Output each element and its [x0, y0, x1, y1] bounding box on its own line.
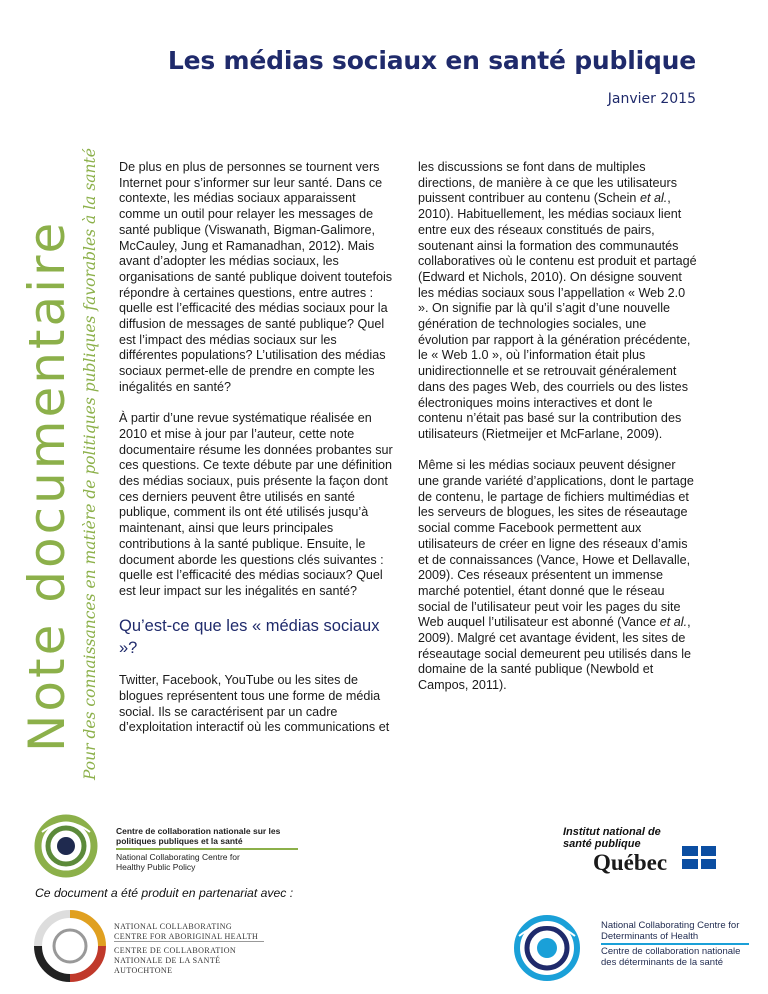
inspq-quebec-wordmark: Québec	[593, 850, 668, 875]
nccdh-name-fr: Centre de collaboration nationale des déterminants de la santé	[601, 946, 741, 968]
sidebar-tagline: Pour des connaissances en matière de politiques publiques favorables à la santé	[81, 148, 99, 780]
nccah-medicine-wheel-icon	[30, 906, 110, 986]
text-column-right	[418, 160, 698, 710]
nccdh-emblem-icon	[505, 906, 595, 986]
nccdh-divider	[601, 943, 749, 945]
nccah-name-en: NATIONAL COLLABORATING CENTRE FOR ABORIGINAL HEALTH	[114, 922, 259, 941]
ncchpp-divider	[116, 848, 298, 850]
paragraph-applications: Même si les médias sociaux peuvent désigner une grande variété d’applications, dont le partage de contenu, le partage de fichiers multimédias et les serveurs de blogues, les sites de réseautage social comme Facebook permettent aux utilisateurs de créer en ligne des réseaux d’amis et de connaissances (Vance, Howe et Dellavalle, 2009). Ces réseaux présentent un immense marché potentiel, étant donné que le réseau social de l’utilisateur peut voir les pages du site Web auquel l’utilisateur est abonné (Vance et al., 2009). Malgré cet avantage évident, les sites de réseautage social demeurent peu utilisés dans le domaine de la santé publique (Newbold et Campos, 2011).	[418, 458, 694, 693]
inspq-logo	[555, 826, 735, 876]
ncchpp-emblem-icon	[30, 812, 110, 882]
nccdh-name-en: National Collaborating Centre for Determinants of Health	[601, 920, 740, 942]
nccah-logo	[30, 906, 270, 986]
ncchpp-logo	[30, 812, 300, 882]
inspq-name: Institut national de santé publique	[563, 826, 661, 850]
ncchpp-name-en: National Collaborating Centre for Healthy Public Policy	[116, 852, 240, 872]
sidebar-document-type: Note documentaire	[18, 219, 76, 752]
paragraph-definition-start: Twitter, Facebook, YouTube ou les sites de blogues représentent tous une forme de média social. Ils se caractérisent par un cadre d’exploitation interactif où les communications et	[119, 673, 390, 735]
partnership-note: Ce document a été produit en partenariat avec :	[35, 886, 294, 900]
section-heading: Qu’est-ce que les « médias sociaux »?	[119, 617, 380, 658]
text-column-left	[119, 160, 396, 752]
paragraph-intro: De plus en plus de personnes se tournent vers Internet pour s’informer sur leur santé. Dans ce contexte, les médias sociaux apparaissent comme un outil pour relayer les messages de santé publique (Viswanath, Bigman-Galimore, McCauley, Jung et Ramanadhan, 2012). Mais avant d’adopter les médias sociaux, les organisations de santé publique doivent toutefois répondre à certaines questions, entre autres : quelle est l’efficacité des médias sociaux pour la diffusion de messages de santé publique? Quel est l’impact des médias sociaux sur les différentes populations? L’utilisation des médias sociaux permet-elle de prendre en compte les inégalités en santé?	[119, 160, 393, 394]
paragraph-definition-continued: les discussions se font dans de multiples directions, de manière à ce que les utilisateurs puissent contribuer au contenu (Schein et al., 2010). Habituellement, les médias sociaux lient entre eux des réseaux constitués de pairs, soutenant ainsi la formation des communautés collaboratives où le contenu est produit et partagé (Edward et Nichols, 2010). On désigne souvent les médias sociaux sous l’appellation « Web 2.0 ». On signifie par là qu’il s’agit d’une nouvelle génération de technologies sociales, une évolution par rapport à la génération précédente, le « Web 1.0 », où l’information était plus unidirectionnelle et se retrouvait généralement dans des pages Web, des courriels ou des listes électroniques moins interactives et dont le contenu n’était pas basé sur la contribution des utilisateurs (Rietmeijer et McFarlane, 2009).	[418, 160, 697, 441]
paragraph-review: À partir d’une revue systématique réalisée en 2010 et mise à jour par l’auteur, cette note documentaire résume les données probantes sur ces questions. Ce texte débute par une définition des médias sociaux, puis présente la façon dont ces derniers peuvent être utilisés en santé publique, comment ils ont été utilisés jusqu’à maintenant, ainsi que leurs principales contributions à la santé publique. Ensuite, le document aborde les questions clés suivantes : quelle est l’efficacité des médias sociaux? Quel est leur impact sur les inégalités en santé?	[119, 411, 393, 598]
document-title: Les médias sociaux en santé publique	[167, 46, 696, 75]
quebec-flag-icon	[682, 846, 716, 869]
nccah-divider	[114, 941, 264, 942]
nccah-name-fr: CENTRE DE COLLABORATION NATIONALE DE LA SANTÉ AUTOCHTONE	[114, 946, 237, 975]
nccdh-logo	[505, 906, 745, 986]
publication-date: Janvier 2015	[607, 91, 696, 107]
ncchpp-name-fr: Centre de collaboration nationale sur les politiques publiques et la santé	[116, 826, 281, 846]
